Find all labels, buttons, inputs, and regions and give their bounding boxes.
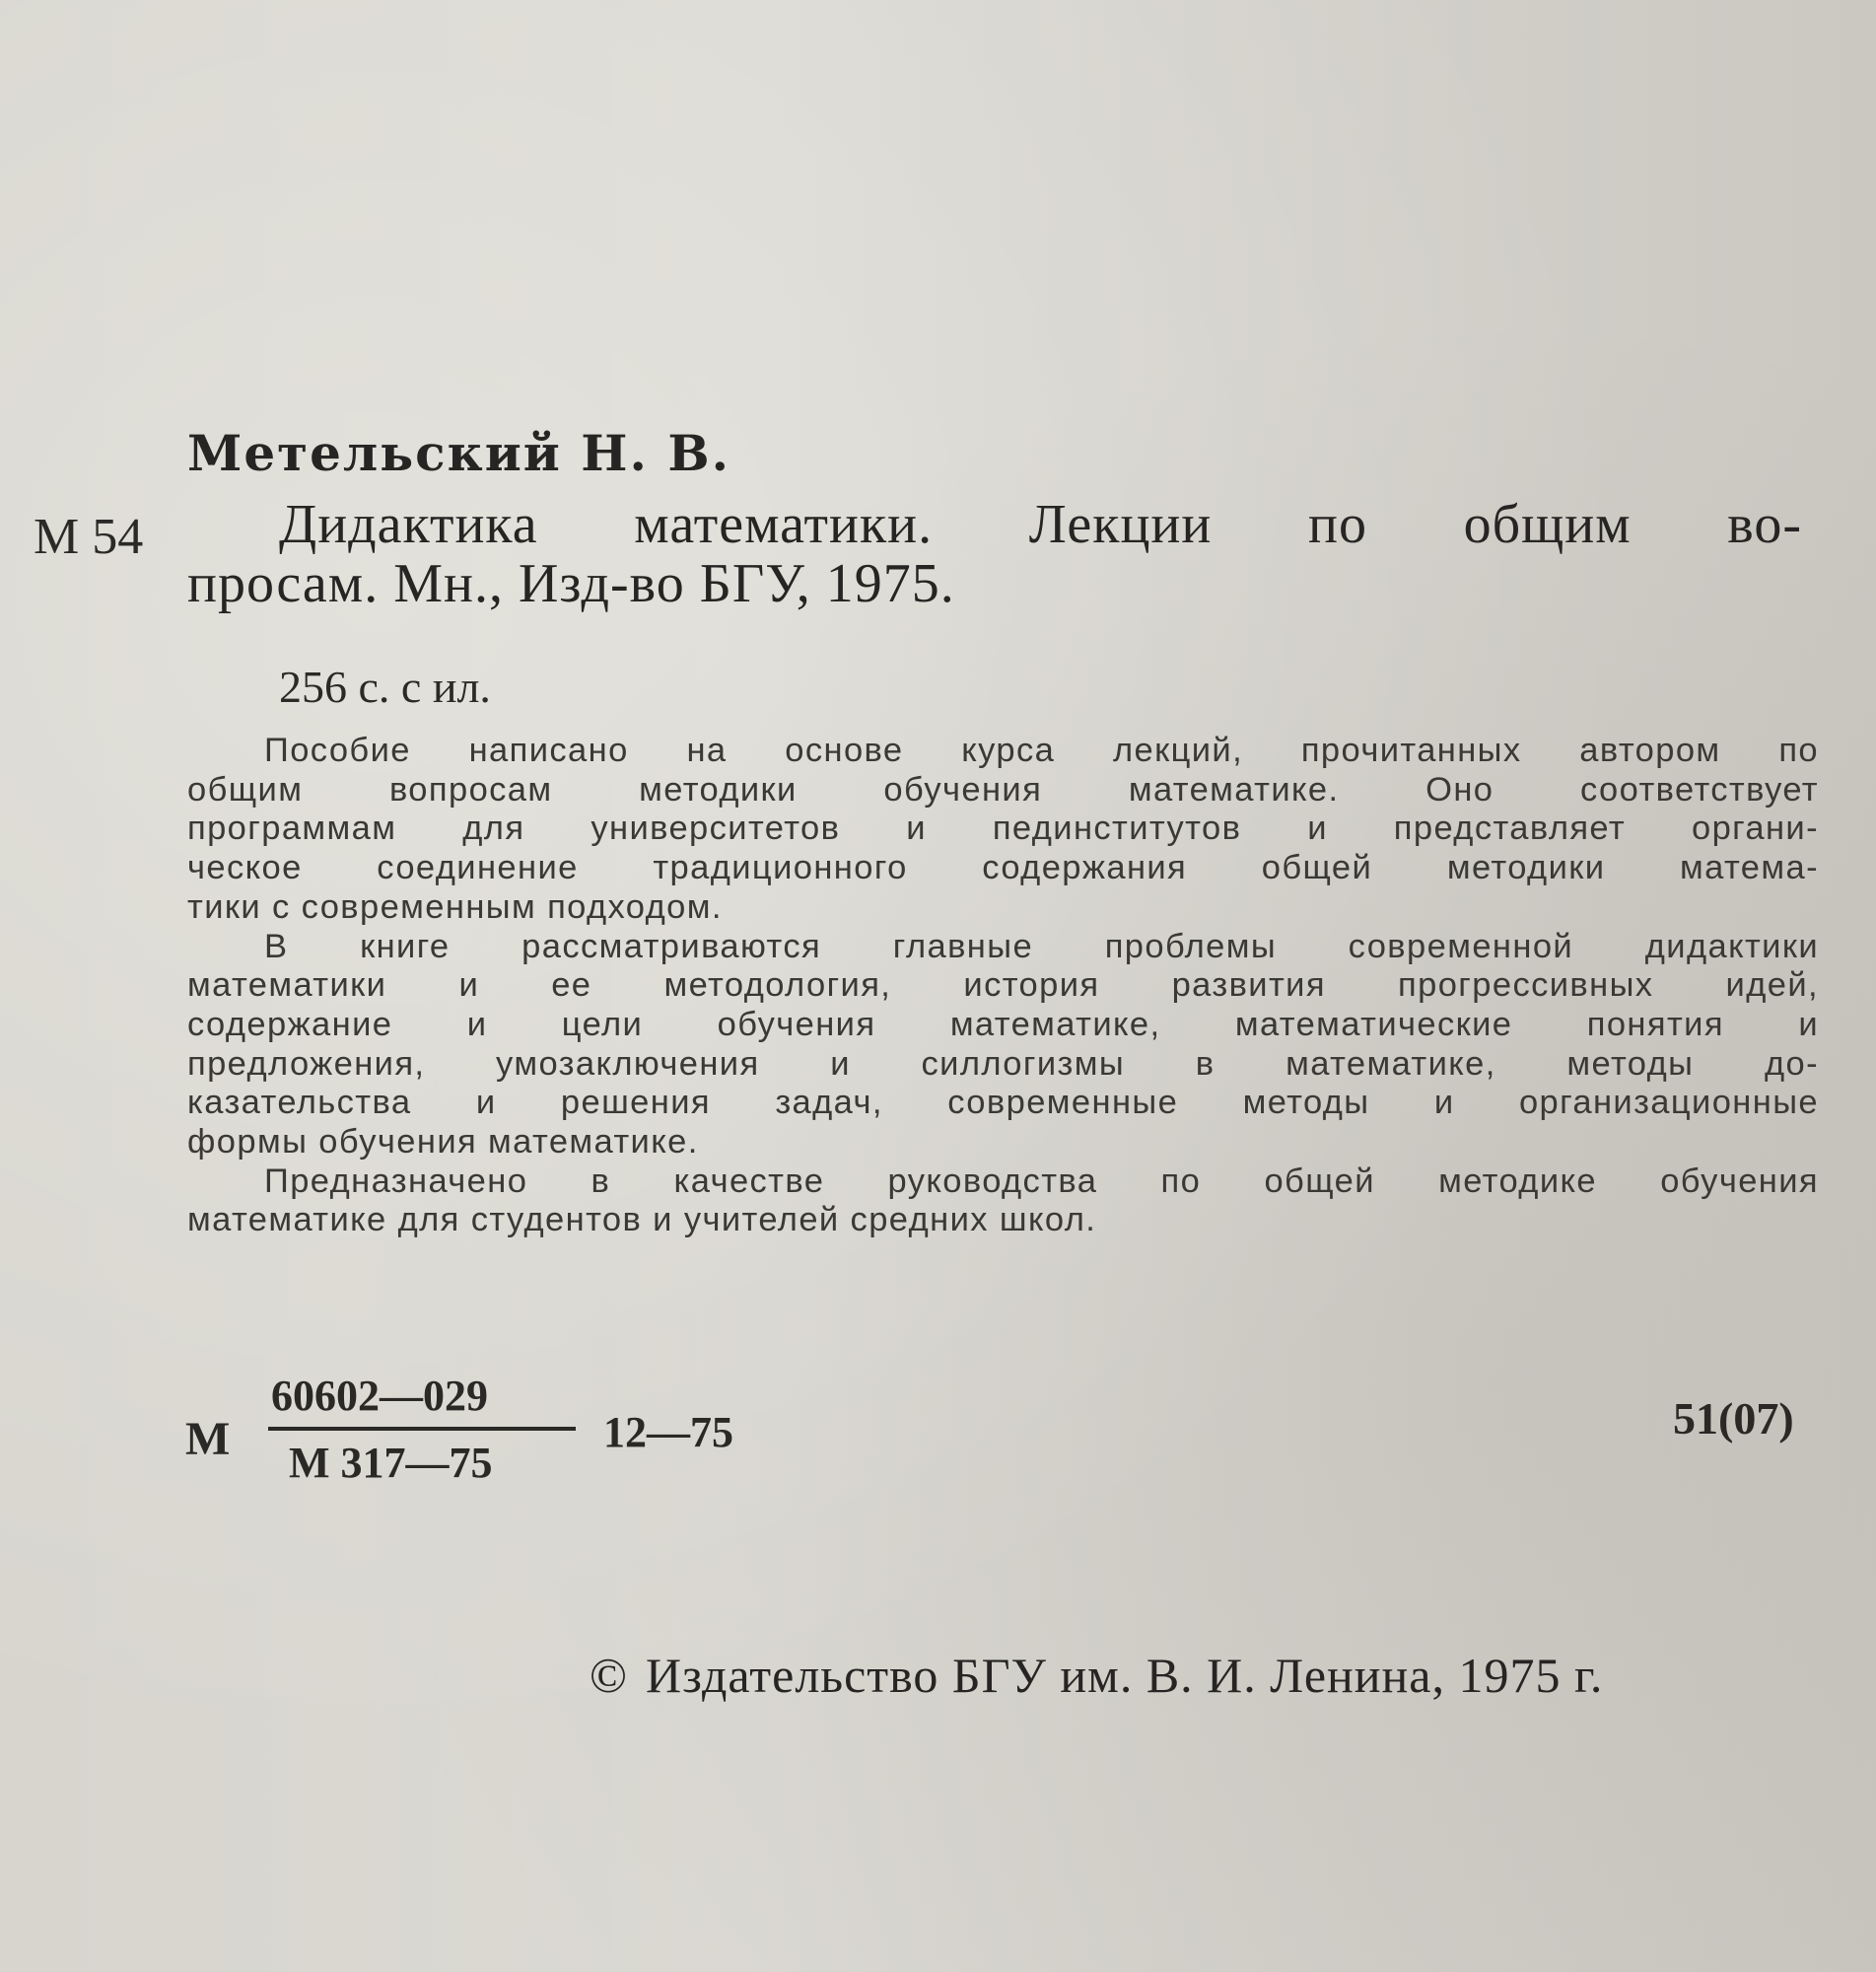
udc-code: 51(07): [1673, 1393, 1794, 1444]
abstract-line: предложения, умозаключения и силлогизмы в математике, методы до-: [187, 1044, 1819, 1083]
abstract-line: Предназначено в качестве руководства по общей методике обучения: [264, 1162, 1819, 1200]
book-title-line-2: просам. Мн., Изд-во БГУ, 1975.: [187, 553, 955, 614]
index-denominator: М 317—75: [289, 1439, 493, 1487]
abstract-line: математики и ее методология, история развития прогрессивных идей,: [187, 966, 1819, 1005]
copyright-line: [590, 1647, 1603, 1704]
shelf-mark: М 54: [34, 509, 144, 565]
abstract-line: В книге рассматриваются главные проблемы современной дидактики: [264, 927, 1819, 965]
index-letter: М: [185, 1413, 231, 1465]
copyright-icon: ©: [590, 1648, 628, 1703]
abstract-line: казательства и решения задач, современные методы и организационные: [187, 1084, 1819, 1122]
abstract-line: формы обучения математике.: [187, 1123, 699, 1162]
author-name: Метельский Н. В.: [187, 424, 730, 482]
abstract-line: содержание и цели обучения математике, математические понятия и: [187, 1005, 1819, 1043]
abstract-line: математике для студентов и учителей средних школ.: [187, 1201, 1097, 1239]
fraction-bar: [268, 1427, 576, 1431]
abstract-line: тики с современным подходом.: [187, 887, 723, 926]
abstract-line: программам для университетов и пединститутов и представляет органи-: [187, 810, 1819, 848]
copyright-text: Издательство БГУ им. В. И. Ленина, 1975 г.: [646, 1648, 1604, 1703]
abstract-line: ческое соединение традиционного содержания общей методики матема-: [187, 849, 1819, 887]
abstract: [187, 732, 1819, 1240]
index-suffix: 12—75: [603, 1408, 733, 1456]
page-count: 256 с. с ил.: [279, 662, 491, 712]
abstract-line: общим вопросам методики обучения математике. Оно соответствует: [187, 770, 1819, 809]
abstract-line: Пособие написано на основе курса лекций, прочитанных автором по: [264, 732, 1819, 769]
book-title-line-1: Дидактика математики. Лекции по общим во-: [279, 494, 1802, 555]
index-numerator: 60602—029: [271, 1372, 488, 1420]
